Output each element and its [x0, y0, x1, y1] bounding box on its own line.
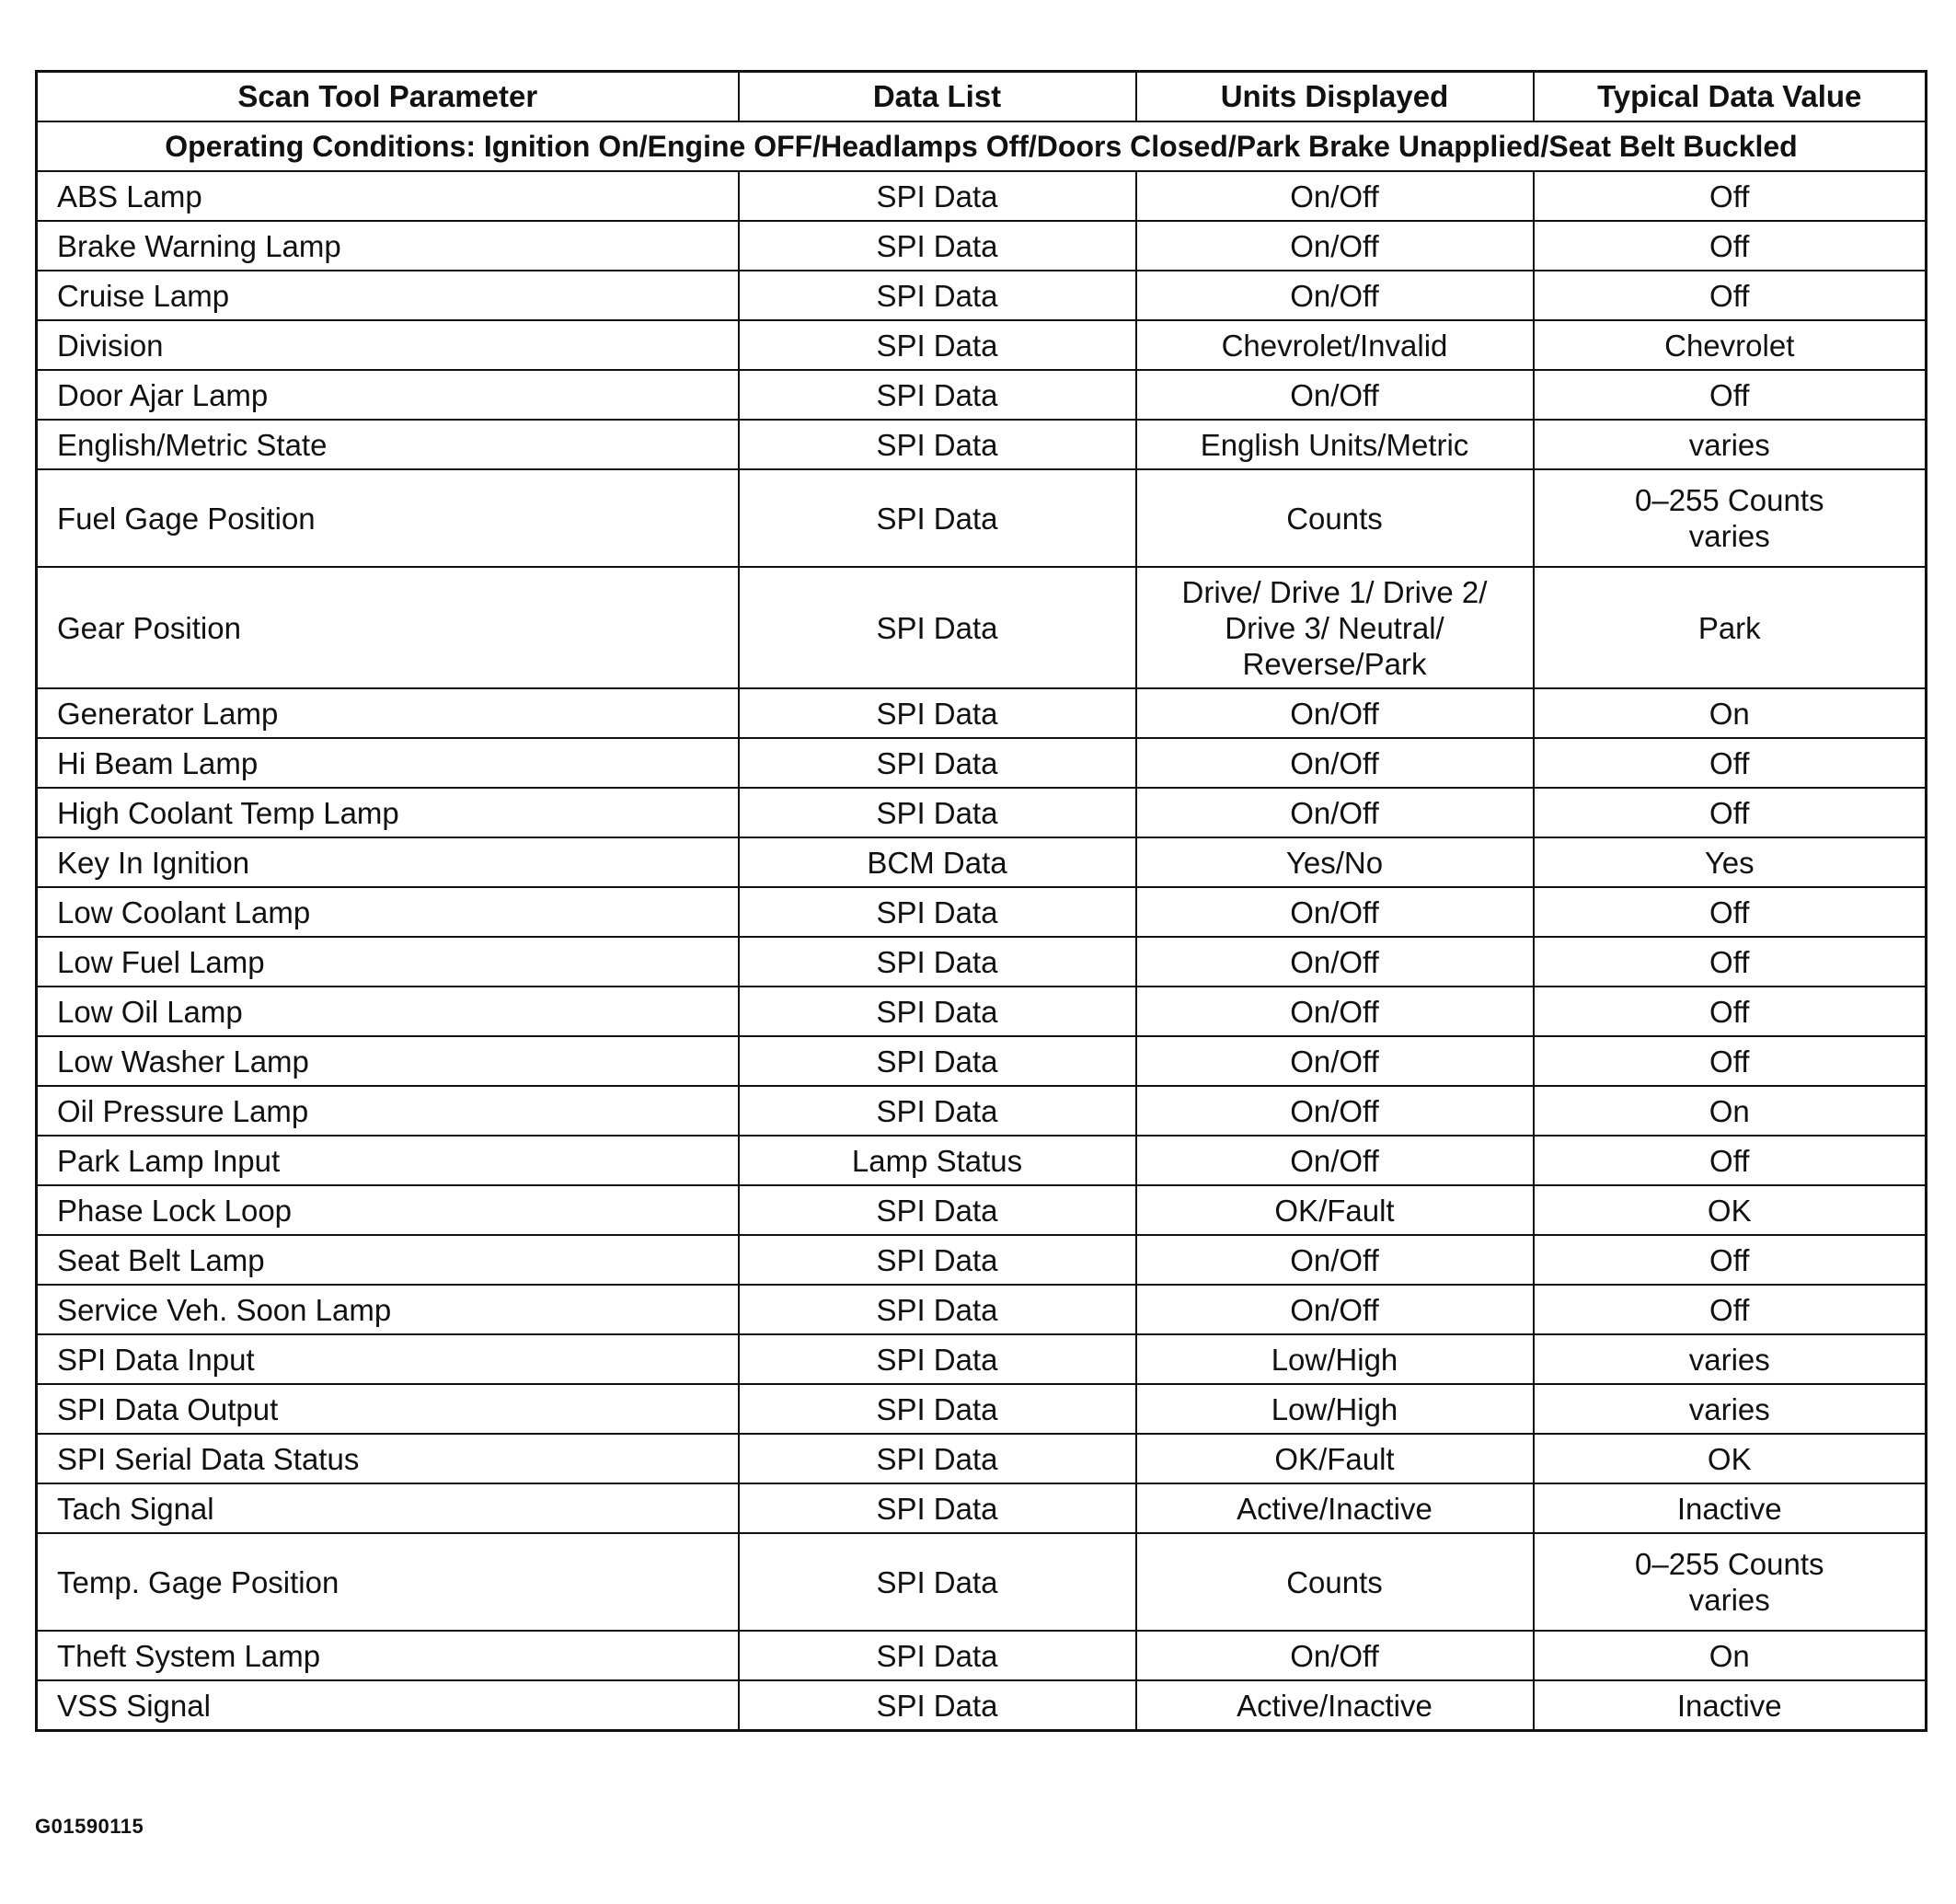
cell-data-list: SPI Data: [739, 420, 1136, 469]
cell-data-list: SPI Data: [739, 1334, 1136, 1384]
cell-units-displayed: Active/Inactive: [1136, 1680, 1534, 1731]
cell-typical-data-value: [1534, 370, 1927, 420]
scan-tool-data-table: [35, 70, 1927, 1732]
cell-data-list: SPI Data: [739, 1533, 1136, 1631]
cell-units-displayed: Counts: [1136, 1533, 1534, 1631]
typical-value-line: Off: [1709, 1242, 1750, 1277]
cell-parameter: English/Metric State: [37, 420, 739, 469]
cell-typical-data-value: [1534, 1680, 1927, 1731]
cell-parameter: Theft System Lamp: [37, 1631, 739, 1680]
cell-typical-data-value: [1534, 1434, 1927, 1483]
cell-data-list: SPI Data: [739, 1631, 1136, 1680]
cell-data-list: SPI Data: [739, 788, 1136, 837]
table-row: [37, 887, 1927, 937]
cell-parameter: Low Washer Lamp: [37, 1036, 739, 1086]
cell-typical-data-value: [1534, 420, 1927, 469]
header-scan-tool-parameter: Scan Tool Parameter: [37, 72, 739, 122]
table-row: [37, 987, 1927, 1036]
cell-units-displayed: On/Off: [1136, 1235, 1534, 1285]
cell-parameter: Low Oil Lamp: [37, 987, 739, 1036]
typical-value-line: Off: [1709, 179, 1750, 213]
cell-units-displayed: On/Off: [1136, 688, 1534, 738]
cell-typical-data-value: [1534, 171, 1927, 221]
cell-units-displayed: On/Off: [1136, 271, 1534, 320]
cell-data-list: SPI Data: [739, 567, 1136, 688]
table-row: [37, 567, 1927, 688]
cell-units-displayed: On/Off: [1136, 221, 1534, 271]
cell-parameter: Phase Lock Loop: [37, 1185, 739, 1235]
typical-value-line: varies: [1688, 1391, 1770, 1426]
operating-conditions: Operating Conditions: Ignition On/Engine OFF/Headlamps Off/Doors Closed/Park Brake Unapplied/Seat Belt Buckled: [37, 121, 1927, 171]
table-row: [37, 1036, 1927, 1086]
typical-value-line: Off: [1709, 278, 1750, 313]
cell-data-list: SPI Data: [739, 937, 1136, 987]
cell-parameter: Brake Warning Lamp: [37, 221, 739, 271]
cell-parameter: Seat Belt Lamp: [37, 1235, 739, 1285]
cell-parameter: Tach Signal: [37, 1483, 739, 1533]
cell-data-list: SPI Data: [739, 1434, 1136, 1483]
cell-parameter: ABS Lamp: [37, 171, 739, 221]
table-row: [37, 271, 1927, 320]
table-row: [37, 370, 1927, 420]
cell-parameter: Low Fuel Lamp: [37, 937, 739, 987]
cell-typical-data-value: [1534, 221, 1927, 271]
cell-typical-data-value: [1534, 788, 1927, 837]
typical-value-line: Off: [1709, 1044, 1750, 1079]
table-row: [37, 1334, 1927, 1384]
cell-units-displayed: Yes/No: [1136, 837, 1534, 887]
cell-data-list: SPI Data: [739, 987, 1136, 1036]
table-row: [37, 1285, 1927, 1334]
cell-parameter: Cruise Lamp: [37, 271, 739, 320]
cell-typical-data-value: [1534, 1136, 1927, 1185]
typical-value-line: varies: [1688, 1342, 1770, 1377]
cell-typical-data-value: [1534, 1483, 1927, 1533]
cell-parameter: Fuel Gage Position: [37, 469, 739, 567]
cell-units-displayed: On/Off: [1136, 937, 1534, 987]
typical-value-line: Inactive: [1676, 1688, 1782, 1723]
table-row: [37, 738, 1927, 788]
cell-typical-data-value: [1534, 1185, 1927, 1235]
cell-units-displayed: On/Off: [1136, 1086, 1534, 1136]
cell-parameter: Gear Position: [37, 567, 739, 688]
cell-units-displayed: Counts: [1136, 469, 1534, 567]
typical-value-line: Off: [1709, 745, 1750, 780]
typical-value-line: Park: [1697, 610, 1761, 645]
header-data-list: Data List: [739, 72, 1136, 122]
table-row: [37, 420, 1927, 469]
cell-data-list: SPI Data: [739, 1086, 1136, 1136]
cell-parameter: Hi Beam Lamp: [37, 738, 739, 788]
header-typical-data-value: Typical Data Value: [1534, 72, 1927, 122]
cell-units-displayed: On/Off: [1136, 987, 1534, 1036]
cell-parameter: Door Ajar Lamp: [37, 370, 739, 420]
typical-value-line: Chevrolet: [1664, 328, 1795, 363]
typical-value-line: varies: [1688, 427, 1770, 462]
cell-units-displayed: On/Off: [1136, 1631, 1534, 1680]
cell-parameter: SPI Serial Data Status: [37, 1434, 739, 1483]
table-row: [37, 1136, 1927, 1185]
cell-data-list: SPI Data: [739, 1185, 1136, 1235]
cell-data-list: SPI Data: [739, 221, 1136, 271]
table-row: [37, 1680, 1927, 1731]
typical-value-line: On: [1709, 696, 1750, 731]
cell-units-displayed: On/Off: [1136, 1036, 1534, 1086]
cell-typical-data-value: [1534, 887, 1927, 937]
typical-value-line: 0–255 Counts: [1635, 483, 1824, 517]
table-row: [37, 937, 1927, 987]
cell-data-list: BCM Data: [739, 837, 1136, 887]
cell-typical-data-value: [1534, 1334, 1927, 1384]
cell-parameter: Service Veh. Soon Lamp: [37, 1285, 739, 1334]
cell-typical-data-value: [1534, 1086, 1927, 1136]
table-row: [37, 1235, 1927, 1285]
table-row: [37, 1483, 1927, 1533]
cell-data-list: SPI Data: [739, 320, 1136, 370]
table-row: [37, 788, 1927, 837]
cell-parameter: VSS Signal: [37, 1680, 739, 1731]
cell-data-list: SPI Data: [739, 370, 1136, 420]
cell-units-displayed: On/Off: [1136, 171, 1534, 221]
typical-value-line: Off: [1709, 894, 1750, 929]
typical-value-line: OK: [1707, 1441, 1752, 1476]
typical-value-line: varies: [1688, 519, 1770, 553]
cell-units-displayed: On/Off: [1136, 1285, 1534, 1334]
cell-data-list: SPI Data: [739, 1285, 1136, 1334]
cell-data-list: SPI Data: [739, 171, 1136, 221]
cell-data-list: SPI Data: [739, 738, 1136, 788]
typical-value-line: Off: [1709, 377, 1750, 412]
typical-value-line: Off: [1709, 1292, 1750, 1327]
typical-value-line: On: [1709, 1093, 1750, 1128]
typical-value-line: Off: [1709, 795, 1750, 830]
cell-typical-data-value: [1534, 837, 1927, 887]
cell-data-list: SPI Data: [739, 688, 1136, 738]
cell-typical-data-value: [1534, 688, 1927, 738]
cell-typical-data-value: [1534, 1533, 1927, 1631]
cell-typical-data-value: [1534, 738, 1927, 788]
cell-units-displayed: Low/High: [1136, 1334, 1534, 1384]
cell-parameter: Oil Pressure Lamp: [37, 1086, 739, 1136]
cell-units-displayed: On/Off: [1136, 788, 1534, 837]
table-row: [37, 1533, 1927, 1631]
cell-data-list: SPI Data: [739, 887, 1136, 937]
cell-data-list: SPI Data: [739, 271, 1136, 320]
typical-value-line: Off: [1709, 228, 1750, 263]
cell-parameter: Low Coolant Lamp: [37, 887, 739, 937]
cell-parameter: Park Lamp Input: [37, 1136, 739, 1185]
cell-typical-data-value: [1534, 1235, 1927, 1285]
table-row: [37, 171, 1927, 221]
cell-units-displayed: Drive/ Drive 1/ Drive 2/ Drive 3/ Neutral/ Reverse/Park: [1136, 567, 1534, 688]
operating-conditions-row: [37, 121, 1927, 171]
cell-typical-data-value: [1534, 1285, 1927, 1334]
cell-units-displayed: OK/Fault: [1136, 1185, 1534, 1235]
cell-units-displayed: On/Off: [1136, 738, 1534, 788]
header-units-displayed: Units Displayed: [1136, 72, 1534, 122]
cell-typical-data-value: [1534, 1384, 1927, 1434]
table-row: [37, 1384, 1927, 1434]
typical-value-line: varies: [1688, 1583, 1770, 1617]
table-row: [37, 320, 1927, 370]
table-row: [37, 837, 1927, 887]
cell-typical-data-value: [1534, 469, 1927, 567]
typical-value-line: OK: [1707, 1193, 1752, 1228]
cell-units-displayed: On/Off: [1136, 1136, 1534, 1185]
cell-typical-data-value: [1534, 1631, 1927, 1680]
table-row: [37, 1631, 1927, 1680]
typical-value-line: Off: [1709, 1143, 1750, 1178]
cell-parameter: Temp. Gage Position: [37, 1533, 739, 1631]
cell-units-displayed: On/Off: [1136, 370, 1534, 420]
cell-typical-data-value: [1534, 320, 1927, 370]
cell-typical-data-value: [1534, 567, 1927, 688]
cell-units-displayed: Active/Inactive: [1136, 1483, 1534, 1533]
typical-value-line: Inactive: [1676, 1491, 1782, 1526]
table-row: [37, 1086, 1927, 1136]
cell-parameter: Division: [37, 320, 739, 370]
cell-data-list: SPI Data: [739, 1483, 1136, 1533]
typical-value-line: Yes: [1704, 845, 1755, 880]
cell-units-displayed: Chevrolet/Invalid: [1136, 320, 1534, 370]
table-header-row: [37, 72, 1927, 122]
cell-parameter: Generator Lamp: [37, 688, 739, 738]
typical-value-line: On: [1709, 1638, 1750, 1673]
table-row: [37, 1434, 1927, 1483]
table-row: [37, 221, 1927, 271]
table-row: [37, 688, 1927, 738]
cell-units-displayed: On/Off: [1136, 887, 1534, 937]
cell-parameter: High Coolant Temp Lamp: [37, 788, 739, 837]
cell-typical-data-value: [1534, 937, 1927, 987]
cell-data-list: SPI Data: [739, 1680, 1136, 1731]
cell-data-list: Lamp Status: [739, 1136, 1136, 1185]
cell-typical-data-value: [1534, 271, 1927, 320]
typical-value-line: 0–255 Counts: [1635, 1547, 1824, 1581]
cell-units-displayed: OK/Fault: [1136, 1434, 1534, 1483]
cell-parameter: SPI Data Input: [37, 1334, 739, 1384]
cell-units-displayed: English Units/Metric: [1136, 420, 1534, 469]
typical-value-line: Off: [1709, 944, 1750, 979]
table-row: [37, 469, 1927, 567]
cell-data-list: SPI Data: [739, 1036, 1136, 1086]
cell-typical-data-value: [1534, 987, 1927, 1036]
cell-units-displayed: Low/High: [1136, 1384, 1534, 1434]
cell-data-list: SPI Data: [739, 469, 1136, 567]
cell-typical-data-value: [1534, 1036, 1927, 1086]
cell-data-list: SPI Data: [739, 1235, 1136, 1285]
typical-value-line: Off: [1709, 994, 1750, 1029]
cell-parameter: Key In Ignition: [37, 837, 739, 887]
cell-parameter: SPI Data Output: [37, 1384, 739, 1434]
table-row: [37, 1185, 1927, 1235]
cell-data-list: SPI Data: [739, 1384, 1136, 1434]
figure-id: G01590115: [35, 1815, 144, 1838]
